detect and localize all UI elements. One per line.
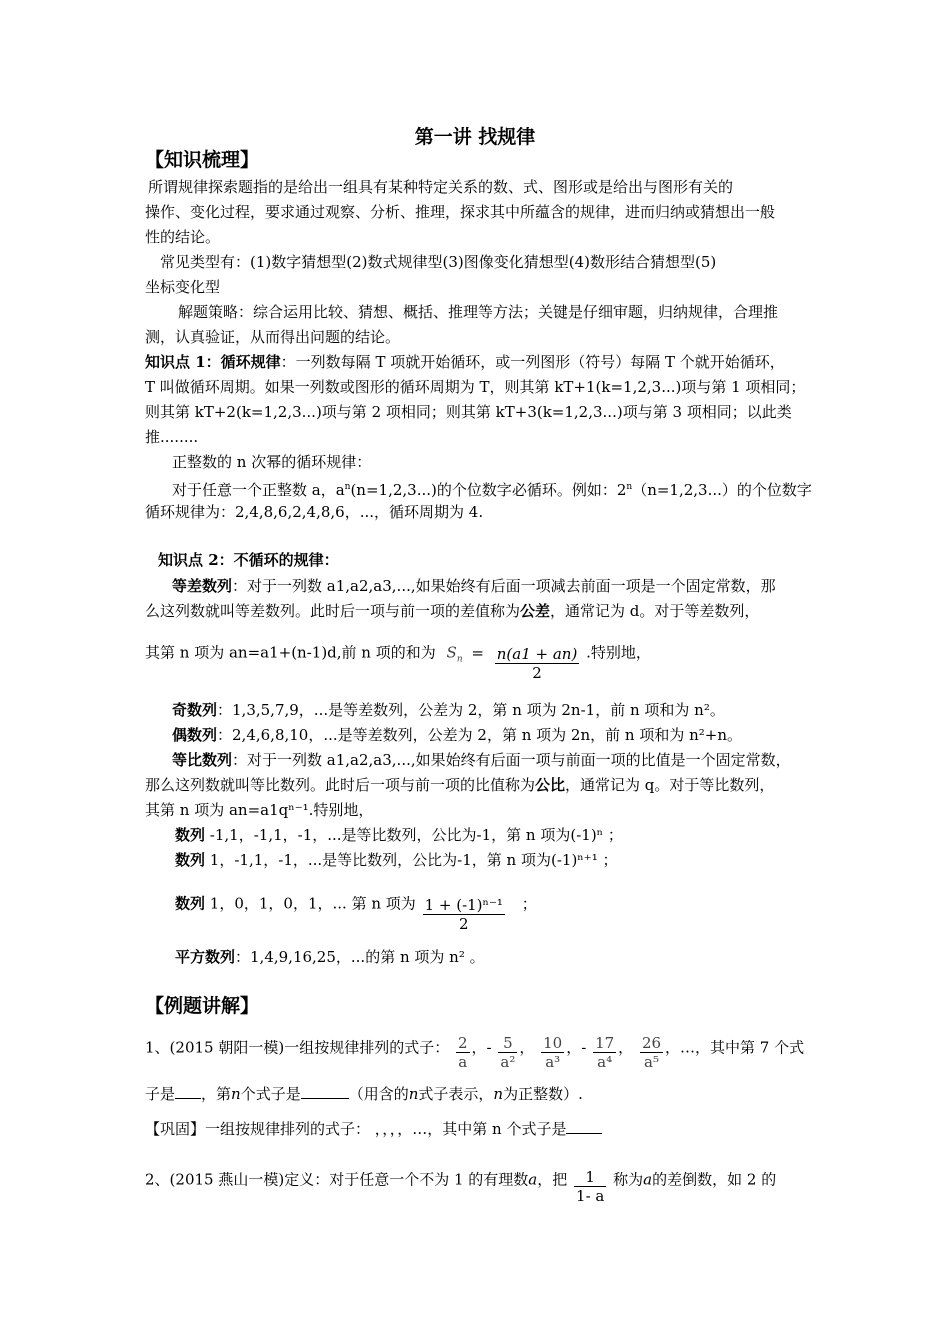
types-line-1: 常见类型有：(1)数字猜想型(2)数式规律型(3)图像变化猜想型(4)数形结合猜想型(5) [160, 253, 717, 271]
consolidate-line: 【巩固】一组按规律排列的式子： ，，，，…，其中第 n 个式子是 [145, 1119, 602, 1139]
intro-line-1: 所谓规律探索题指的是给出一组具有某种特定关系的数、式、图形或是给出与图形有关的 [148, 178, 734, 196]
example-1-line-2: 子是 ，第n个式子是 （用含的n式子表示，n为正整数）. [145, 1085, 583, 1103]
kp1-line-5: 正整数的 n 次幂的循环规律： [172, 453, 372, 471]
arith-line-2: 么这列数就叫等差数列。此时后一项与前一项的差值称为公差，通常记为 d。对于等差数列， [145, 602, 760, 620]
example-1-line-1: 1、(2015 朝阳一模)一组按规律排列的式子： $\frac{2}{a}$ ，- $\frac{5}{\text{a²}}$ ， $\frac{10}{\text{a³}}$ ，- $\frac{17}{\text{a⁴}}$ ， $\frac{26}{\text{a⁵}}$ ，…，其中第 7 个式 [145, 1034, 805, 1071]
kp1-line-1: 知识点 1：循环规律：一列数每隔 T 项就开始循环，或一列图形（符号）每隔 T 个就开始循环， [145, 353, 785, 371]
square-line: 平方数列：1,4,9,16,25，...的第 n 项为 n² 。 [175, 948, 485, 966]
types-line-2: 坐标变化型 [145, 278, 221, 296]
strategy-line-1: 解题策略：综合运用比较、猜想、概括、推理等方法；关键是仔细审题，归纳规律，合理推 [178, 303, 779, 321]
section-heading-knowledge: 【知识梳理】 [145, 149, 260, 171]
arith-line-1: 等差数列：对于一列数 a1,a2,a3,...,如果始终有后面一项减去前面一项是一个固定常数，那 [172, 577, 776, 595]
kp1-line-6: 对于任意一个正整数 a，$a^n(n=1,2,3...)$的个位数字必循环。例如：$2^n(n=1,2,3...)$的个位数字 [172, 481, 812, 499]
geo-line-1: 等比数列：对于一列数 a1,a2,a3,...,如果始终有后面一项与前面一项的比值是一个固定常数， [172, 751, 791, 769]
seq-line-3: 数列 1，0，1，0，1，... 第 n 项为 $\frac{\text{1 + (-1)ⁿ⁻¹}}{2}$ ； [175, 894, 537, 933]
strategy-line-2: 测，认真验证，从而得出问题的结论。 [145, 328, 401, 346]
intro-line-3: 性的结论。 [145, 228, 221, 246]
sum-formula: $S_n$ = $\frac{n(a1 + an)}{2}$ [446, 643, 578, 682]
geo-line-2: 那么这列数就叫等比数列。此时后一项与前一项的比值称为公比，通常记为 q。对于等比数列， [145, 776, 775, 794]
odd-line: 奇数列：1,3,5,7,9，...是等差数列，公差为 2，第 n 项为 2n-1，前 n 项和为 n²。 [172, 701, 725, 719]
kp1-line-2: T 叫做循环周期。如果一列数或图形的循环周期为 T，则其第 kT+1(k=1,2,3...)项与第 1 项相同； [145, 378, 806, 396]
intro-line-2: 操作、变化过程，要求通过观察、分析、推理，探求其中所蕴含的规律，进而归纳或猜想出一般 [145, 203, 776, 221]
kp1-line-7: 循环规律为：2,4,8,6,2,4,8,6，...，循环周期为 4. [145, 503, 484, 521]
answer-blank-nth[interactable] [301, 1084, 349, 1099]
answer-blank-7th[interactable] [175, 1084, 201, 1099]
answer-blank-consolidate[interactable] [566, 1119, 602, 1134]
seq-line-1: 数列 -1,1，-1,1，-1，...是等比数列，公比为-1，第 n 项为(-1)ⁿ ； [175, 826, 623, 844]
seq-line-2: 数列 1，-1,1，-1，...是等比数列，公比为-1，第 n 项为(-1)ⁿ⁺¹ ； [175, 851, 618, 869]
arith-line-3: 其第 n 项为 an=a1+(n-1)d,前 n 项的和为 $S_n$ = $\frac{n(a1 + an)}{2}$ .特别地， [145, 635, 651, 672]
geo-line-3: 其第 n 项为 an=a1qⁿ⁻¹.特别地， [145, 801, 374, 819]
even-line: 偶数列：2,4,6,8,10，...是等差数列，公差为 2，第 n 项为 2n，前 n 项和为 n²+n。 [172, 726, 743, 744]
kp1-label: 知识点 1：循环规律 [145, 353, 281, 371]
kp1-line-4: 推........ [145, 428, 199, 446]
example-2-line-1: 2、(2015 燕山一模)定义：对于任意一个不为 1 的有理数a，把 $\frac{1}{1- a}$ 称为a的差倒数，如 2 的 [145, 1168, 777, 1205]
kp2-label: 知识点 2：不循环的规律： [158, 551, 339, 569]
section-heading-examples: 【例题讲解】 [145, 995, 260, 1017]
page-title: 第一讲 找规律 [414, 126, 536, 148]
kp1-line-3: 则其第 kT+2(k=1,2,3...)项与第 2 项相同；则其第 kT+3(k=1,2,3...)项与第 3 项相同；以此类 [145, 403, 792, 421]
